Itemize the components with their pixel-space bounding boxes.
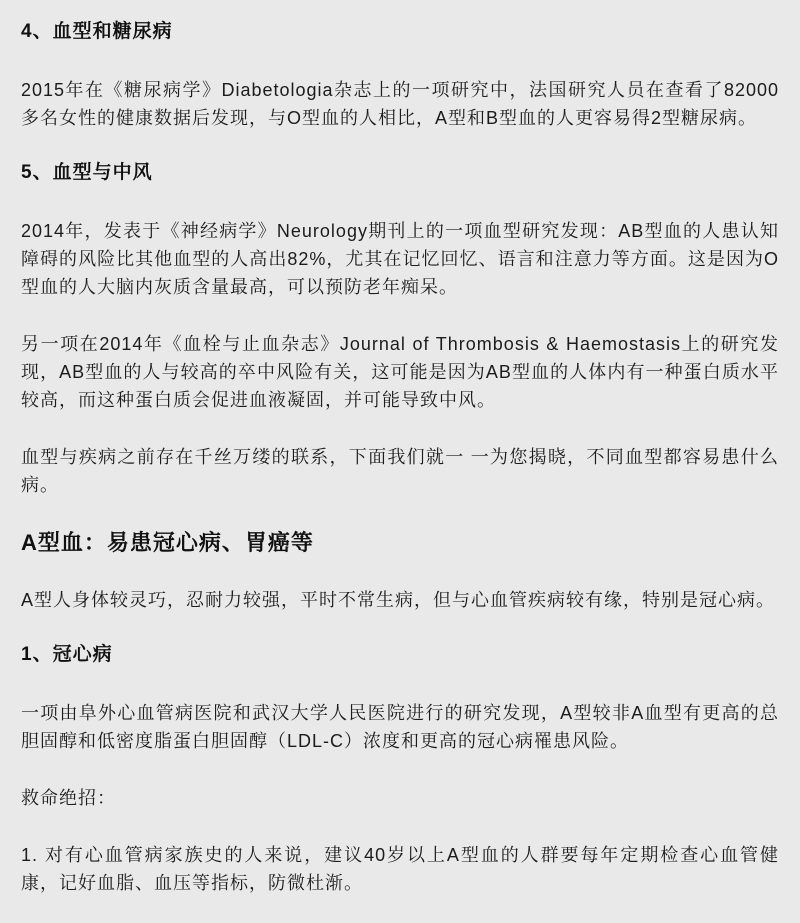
- paragraph-neurology-study: 2014年，发表于《神经病学》Neurology期刊上的一项血型研究发现：AB型血的人患认知障碍的风险比其他血型的人高出82%，尤其在记忆回忆、语言和注意力等方面。这是因为O型血的人大脑内灰质含量最高，可以预防老年痴呆。: [21, 221, 779, 297]
- paragraph-type-a-overview: A型人身体较灵巧，忍耐力较强，平时不常生病，但与心血管疾病较有缘，特别是冠心病。: [21, 590, 776, 610]
- heading-type-a-blood-diseases: A型血：易患冠心病、胃癌等: [21, 530, 314, 555]
- paragraph-transition: 血型与疾病之前存在千丝万缕的联系，下面我们就一 一为您揭晓，不同血型都容易患什么病。: [21, 447, 779, 495]
- section-heading-blood-type-and-stroke: 5、血型与中风: [21, 162, 153, 183]
- paragraph-diabetes-study: 2015年在《糖尿病学》Diabetologia杂志上的一项研究中，法国研究人员在查看了82000多名女性的健康数据后发现，与O型血的人相比，A型和B型血的人更容易得2型糖尿病。: [21, 80, 779, 128]
- paragraph-lifesaving-tip-label: 救命绝招：: [21, 788, 116, 808]
- section-heading-blood-type-and-diabetes: 4、血型和糖尿病: [21, 21, 173, 42]
- paragraph-coronary-study: 一项由阜外心血管病医院和武汉大学人民医院进行的研究发现，A型较非A血型有更高的总胆固醇和低密度脂蛋白胆固醇（LDL-C）浓度和更高的冠心病罹患风险。: [21, 703, 779, 751]
- section-heading-coronary-heart-disease: 1、冠心病: [21, 644, 113, 665]
- paragraph-tip-1: 1. 对有心血管病家族史的人来说，建议40岁以上A型血的人群要每年定期检查心血管健康，记好血脂、血压等指标，防微杜渐。: [21, 845, 779, 893]
- paragraph-thrombosis-study: 另一项在2014年《血栓与止血杂志》Journal of Thrombosis & Haemostasis上的研究发现，AB型血的人与较高的卒中风险有关，这可能是因为AB型血的人体内有一种蛋白质水平较高，而这种蛋白质会促进血液凝固，并可能导致中风。: [21, 334, 779, 410]
